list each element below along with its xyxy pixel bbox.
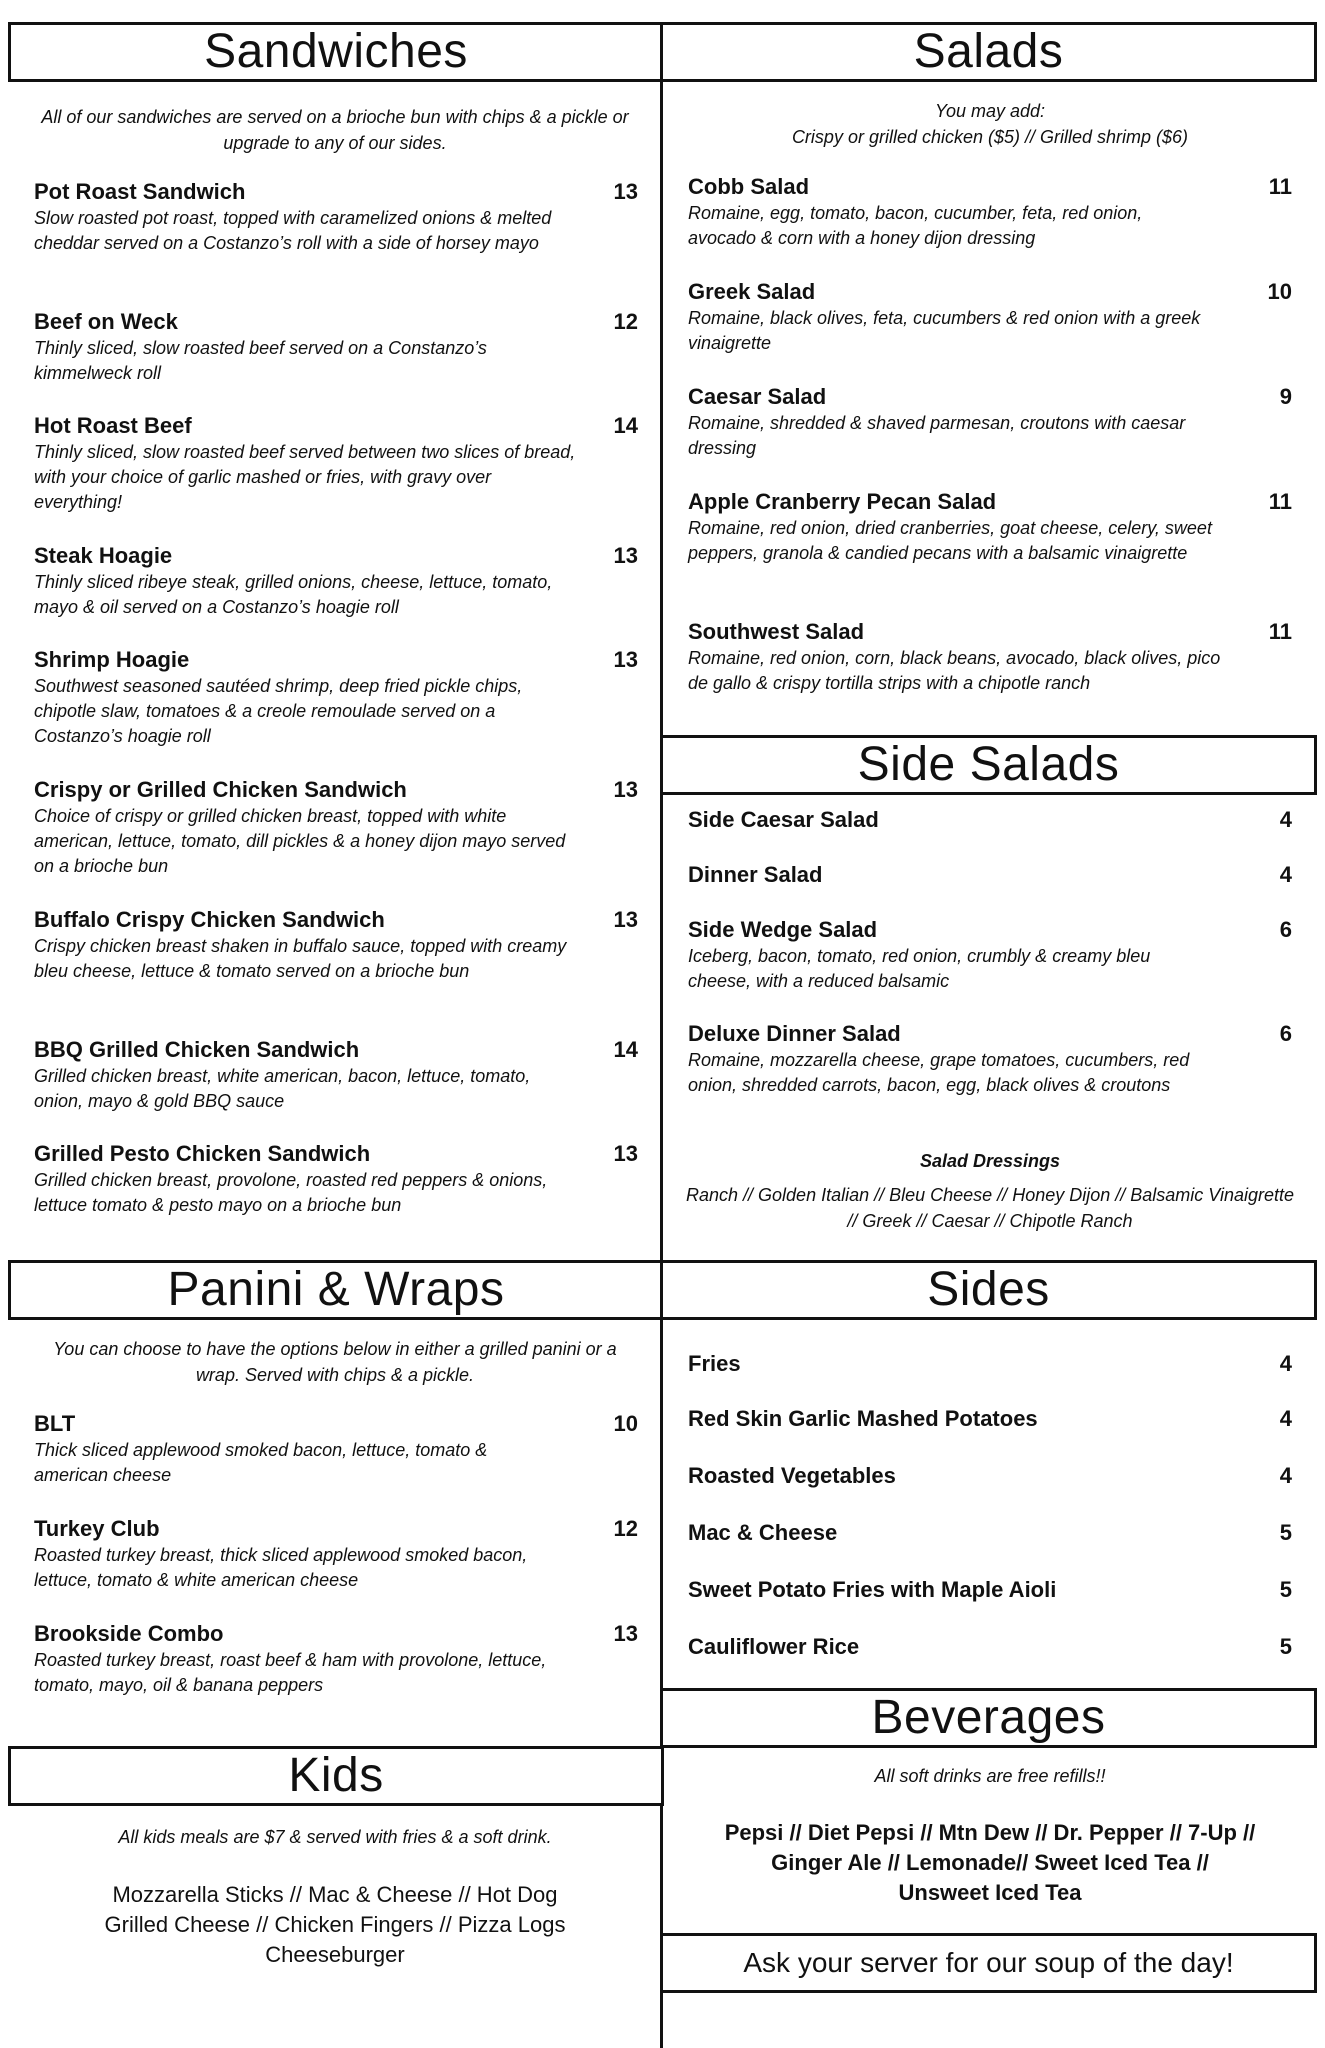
item-name: BLT: [34, 1411, 76, 1436]
menu-item: [34, 412, 638, 515]
item-desc: Thinly sliced, slow roasted beef served between two slices of bread, with your choice of garlic mashed or fries, with gravy over everything!: [34, 442, 576, 512]
item-price: 14: [613, 413, 638, 438]
item-name: Hot Roast Beef: [34, 413, 192, 438]
salads-intro: [680, 98, 1300, 150]
side-salads-header: [660, 735, 1317, 795]
item-price: 13: [613, 1141, 638, 1166]
item-price: 4: [1279, 807, 1292, 832]
item-desc: Crispy chicken breast shaken in buffalo sauce, topped with creamy bleu cheese, lettuce & tomato served on a brioche bun: [34, 936, 567, 981]
kids-line: Mozzarella Sticks // Mac & Cheese // Hot Dog: [112, 1882, 558, 1907]
menu-item: [688, 173, 1292, 251]
item-name: Side Caesar Salad: [688, 807, 879, 832]
kids-list: [30, 1880, 640, 1970]
beverages-header: [660, 1688, 1317, 1748]
beverages-line: Pepsi // Diet Pepsi // Mtn Dew // Dr. Pepper // 7-Up //: [724, 1820, 1256, 1845]
item-desc: Grilled chicken breast, white american, bacon, lettuce, tomato, onion, mayo & gold BBQ sauce: [34, 1066, 531, 1111]
item-price: 6: [1279, 917, 1292, 942]
sandwiches-header: [8, 22, 664, 82]
item-price: 9: [1279, 384, 1292, 409]
item-price: 14: [613, 1037, 638, 1062]
sandwiches-title: Sandwiches: [204, 25, 468, 78]
menu-item: [688, 1405, 1292, 1433]
item-desc: Southwest seasoned sautéed shrimp, deep fried pickle chips, chipotle slaw, tomatoes & a creole remoulade served on a Costanzo’s hoagie roll: [34, 676, 523, 746]
menu-item: [688, 1020, 1292, 1098]
dressings-title: Salad Dressings: [919, 1151, 1061, 1171]
item-price: 5: [1279, 1577, 1292, 1602]
item-desc: Iceberg, bacon, tomato, red onion, crumbly & creamy bleu cheese, with a reduced balsamic: [688, 946, 1151, 991]
menu-item: [688, 488, 1292, 566]
item-name: Caesar Salad: [688, 384, 827, 409]
beverages-list: [670, 1818, 1310, 1908]
item-name: Deluxe Dinner Salad: [688, 1021, 901, 1046]
item-name: Mac & Cheese: [688, 1520, 838, 1545]
item-price: 13: [613, 907, 638, 932]
item-price: 11: [1268, 489, 1292, 514]
salads-header: [660, 22, 1317, 82]
item-desc: Romaine, red onion, corn, black beans, avocado, black olives, pico de gallo & crispy tortilla strips with a chipotle ranch: [688, 648, 1221, 693]
menu-item: [34, 178, 638, 256]
menu-item: [688, 806, 1292, 834]
menu-item: [688, 1576, 1292, 1604]
item-name: Shrimp Hoagie: [34, 647, 190, 672]
item-price: 12: [613, 1516, 638, 1541]
item-name: Cobb Salad: [688, 174, 810, 199]
item-desc: Choice of crispy or grilled chicken breast, topped with white american, lettuce, tomato, dill pickles & a honey dijon mayo served on a brioche bun: [34, 806, 566, 876]
item-price: 4: [1279, 1406, 1292, 1431]
item-price: 13: [613, 1621, 638, 1646]
item-desc: Thinly sliced, slow roasted beef served on a Constanzo’s kimmelweck roll: [34, 338, 487, 383]
kids-header: [8, 1746, 664, 1806]
item-desc: Romaine, red onion, dried cranberries, goat cheese, celery, sweet peppers, granola & candied pecans with a balsamic vinaigrette: [688, 518, 1212, 563]
item-price: 13: [613, 647, 638, 672]
menu-item: [688, 1350, 1292, 1378]
menu-item: [688, 1519, 1292, 1547]
item-price: 4: [1279, 862, 1292, 887]
item-name: Pot Roast Sandwich: [34, 179, 246, 204]
item-name: Southwest Salad: [688, 619, 865, 644]
item-price: 13: [613, 179, 638, 204]
menu-item: [34, 1515, 638, 1593]
item-name: Buffalo Crispy Chicken Sandwich: [34, 907, 385, 932]
item-price: 11: [1268, 619, 1292, 644]
soup-text: Ask your server for our soup of the day!: [743, 1947, 1234, 1978]
menu-item: [34, 1036, 638, 1114]
item-price: 5: [1279, 1520, 1292, 1545]
menu-item: [34, 1620, 638, 1698]
menu-item: [688, 383, 1292, 461]
sides-title: Sides: [927, 1263, 1050, 1316]
salads-intro-line2: Crispy or grilled chicken ($5) // Grilled shrimp ($6): [791, 127, 1189, 147]
item-desc: Roasted turkey breast, roast beef & ham with provolone, lettuce, tomato, mayo, oil & banana peppers: [34, 1650, 547, 1695]
item-name: Sweet Potato Fries with Maple Aioli: [688, 1577, 1057, 1602]
item-name: Apple Cranberry Pecan Salad: [688, 489, 997, 514]
item-name: Dinner Salad: [688, 862, 823, 887]
dressings-list: Ranch // Golden Italian // Bleu Cheese // Honey Dijon // Balsamic Vinaigrette // Greek // Caesar // Chipotle Ranch: [686, 1185, 1294, 1231]
beverages-intro: All soft drinks are free refills!!: [874, 1766, 1106, 1786]
beverages-line: Unsweet Iced Tea: [898, 1880, 1082, 1905]
menu-item: [688, 1462, 1292, 1490]
item-name: Grilled Pesto Chicken Sandwich: [34, 1141, 371, 1166]
item-name: Steak Hoagie: [34, 543, 173, 568]
item-name: BBQ Grilled Chicken Sandwich: [34, 1037, 360, 1062]
panini-title: Panini & Wraps: [167, 1263, 505, 1316]
item-name: Roasted Vegetables: [688, 1463, 896, 1488]
item-price: 10: [613, 1411, 638, 1436]
menu-item: [688, 861, 1292, 889]
item-desc: Grilled chicken breast, provolone, roasted red peppers & onions, lettuce tomato & pesto mayo on a brioche bun: [34, 1170, 548, 1215]
kids-title: Kids: [288, 1749, 384, 1802]
item-desc: Romaine, shredded & shaved parmesan, croutons with caesar dressing: [688, 413, 1186, 458]
side-salads-title: Side Salads: [857, 738, 1120, 791]
menu-item: [34, 308, 638, 386]
item-desc: Slow roasted pot roast, topped with caramelized onions & melted cheddar served on a Costanzo’s roll with a side of horsey mayo: [34, 208, 552, 253]
menu-item: [688, 916, 1292, 994]
item-name: Red Skin Garlic Mashed Potatoes: [688, 1406, 1038, 1431]
menu-item: [688, 1633, 1292, 1661]
kids-intro: All kids meals are $7 & served with fries & a soft drink.: [118, 1827, 552, 1847]
item-name: Cauliflower Rice: [688, 1634, 860, 1659]
item-name: Greek Salad: [688, 279, 816, 304]
kids-line: Grilled Cheese // Chicken Fingers // Pizza Logs: [104, 1912, 566, 1937]
menu-item: [688, 618, 1292, 696]
item-desc: Romaine, egg, tomato, bacon, cucumber, feta, red onion, avocado & corn with a honey dijon dressing: [688, 203, 1143, 248]
item-name: Beef on Weck: [34, 309, 178, 334]
item-desc: Thick sliced applewood smoked bacon, lettuce, tomato & american cheese: [34, 1440, 488, 1485]
panini-header: [8, 1260, 664, 1320]
item-desc: Roasted turkey breast, thick sliced applewood smoked bacon, lettuce, tomato & white american cheese: [34, 1545, 528, 1590]
soup-banner: [660, 1933, 1317, 1993]
item-price: 4: [1279, 1351, 1292, 1376]
item-name: Brookside Combo: [34, 1621, 224, 1646]
kids-line: Cheeseburger: [265, 1942, 405, 1967]
item-name: Turkey Club: [34, 1516, 160, 1541]
sandwiches-intro: All of our sandwiches are served on a brioche bun with chips & a pickle or upgrade to any of our sides.: [41, 107, 629, 153]
item-price: 11: [1268, 174, 1292, 199]
item-price: 4: [1279, 1463, 1292, 1488]
salads-intro-line1: You may add:: [934, 101, 1046, 121]
menu-item: [34, 646, 638, 749]
menu-item: [34, 1140, 638, 1218]
salads-title: Salads: [913, 25, 1064, 78]
menu-item: [688, 278, 1292, 356]
item-name: Fries: [688, 1351, 741, 1376]
item-price: 12: [613, 309, 638, 334]
item-price: 10: [1267, 279, 1292, 304]
item-name: Side Wedge Salad: [688, 917, 878, 942]
sides-header: [660, 1260, 1317, 1320]
menu-item: [34, 776, 638, 879]
menu-item: [34, 906, 638, 984]
beverages-line: Ginger Ale // Lemonade// Sweet Iced Tea //: [771, 1850, 1209, 1875]
menu-item: [34, 542, 638, 620]
item-price: 13: [613, 543, 638, 568]
item-price: 5: [1279, 1634, 1292, 1659]
menu-item: [34, 1410, 638, 1488]
item-price: 13: [613, 777, 638, 802]
beverages-title: Beverages: [871, 1691, 1106, 1744]
item-desc: Romaine, black olives, feta, cucumbers & red onion with a greek vinaigrette: [688, 308, 1201, 353]
item-desc: Romaine, mozzarella cheese, grape tomatoes, cucumbers, red onion, shredded carrots, bacon, egg, black olives & croutons: [688, 1050, 1190, 1095]
panini-intro: You can choose to have the options below in either a grilled panini or a wrap. Served with chips & a pickle.: [53, 1339, 617, 1385]
item-name: Crispy or Grilled Chicken Sandwich: [34, 777, 407, 802]
item-price: 6: [1279, 1021, 1292, 1046]
item-desc: Thinly sliced ribeye steak, grilled onions, cheese, lettuce, tomato, mayo & oil served on a Costanzo’s hoagie roll: [34, 572, 553, 617]
